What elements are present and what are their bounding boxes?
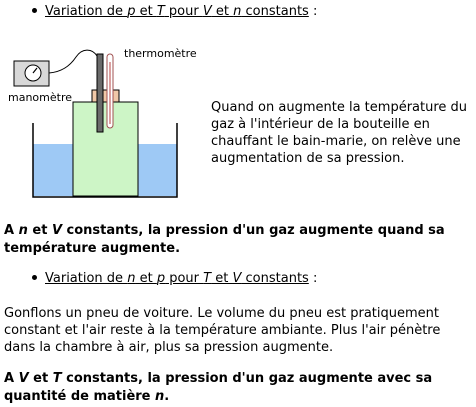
experiment-diagram (0, 40, 200, 212)
water-right (138, 144, 177, 196)
bullet-icon (32, 275, 37, 280)
bullet-icon (32, 8, 37, 13)
section1-heading-text: Variation de p et T pour V et n constants (45, 4, 309, 19)
paragraph-tyre: Gonflons un pneu de voiture. Le volume du pneu est pratiquement constant et l'air reste à la température ambiante. Plus l'air pénètre dans la chambre à air, plus sa pression augmente. (4, 306, 441, 355)
thermometer-label: thermomètre (124, 47, 197, 60)
conclusion-temperature: A n et V constants, la pression d'un gaz augmente quand sa température augmente. (4, 223, 445, 256)
bottle (73, 102, 138, 196)
section1-heading: Variation de p et T pour V et n constants : (32, 4, 317, 20)
section2-heading-text: Variation de n et p pour T et V constants (45, 271, 309, 286)
paragraph-temperature: Quand on augmente la température du gaz à l'intérieur de la bouteille en chauffant le bain-marie, on relève une augmentation de sa pression. (211, 100, 468, 166)
connecting-hose (49, 50, 97, 73)
water-left (33, 144, 73, 196)
conclusion-quantity: A V et T constants, la pression d'un gaz augmente avec sa quantité de matière n. (4, 371, 433, 404)
manometer-tube (97, 54, 103, 132)
manometer-label: manomètre (8, 91, 73, 104)
stopper (92, 90, 119, 102)
section2-heading: Variation de n et p pour T et V constants : (32, 271, 317, 287)
